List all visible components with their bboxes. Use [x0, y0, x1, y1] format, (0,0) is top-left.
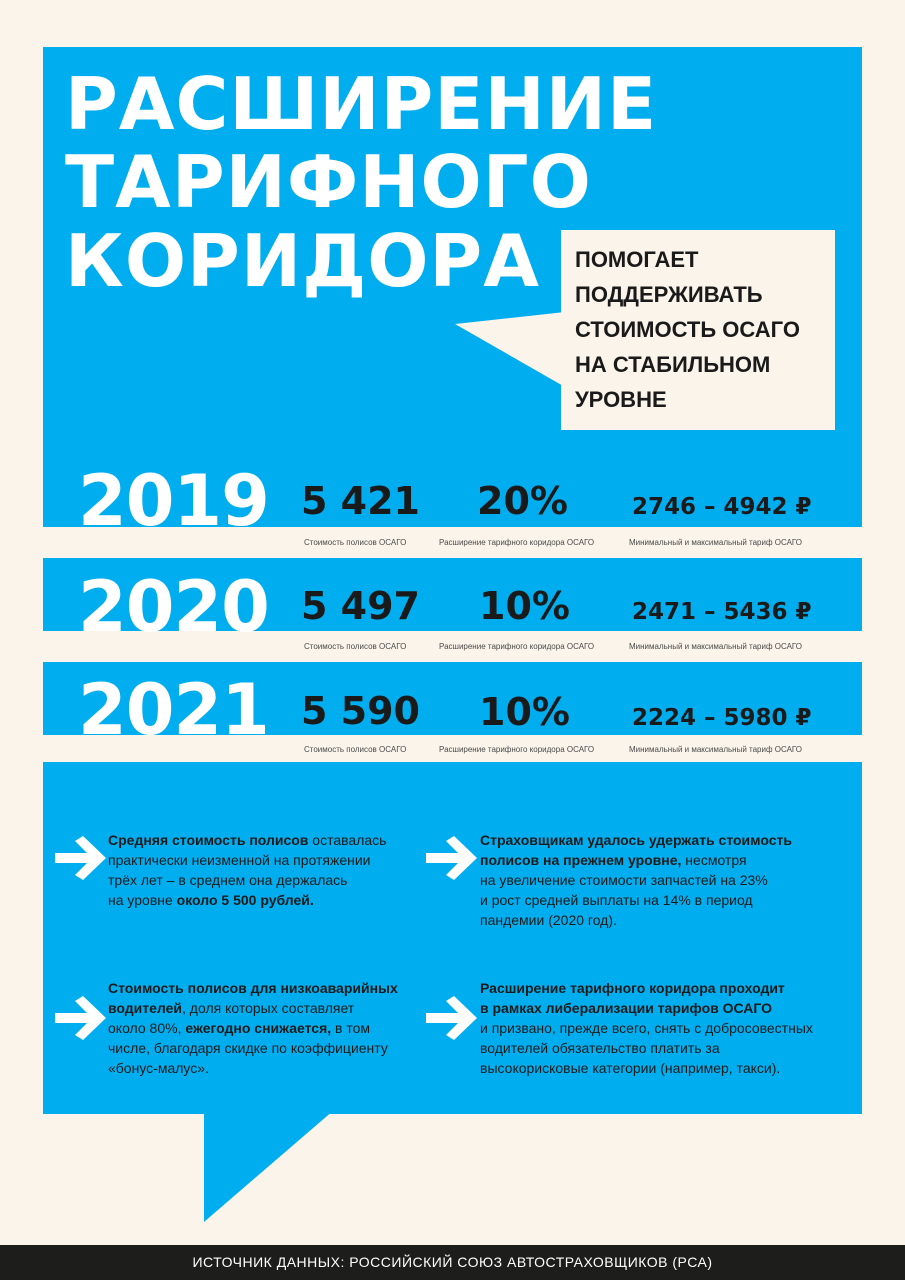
tariff-range-2019: 2746 – 4942 ₽ [632, 494, 812, 520]
callout-box [561, 230, 835, 430]
policy-cost-2019: 5 421 [301, 479, 420, 523]
corridor-percent-2019: 20% [477, 479, 568, 523]
caption-corridor: Расширение тарифного коридора ОСАГО [439, 538, 595, 547]
info-block-average-cost: Средняя стоимость полисов оставалась практически неизменной на протяжении трёх лет – в среднем она держалась на уровне около 5 500 рублей. [108, 832, 387, 908]
caption-corridor: Расширение тарифного коридора ОСАГО [439, 745, 595, 754]
caption-range: Минимальный и максимальный тариф ОСАГО [629, 642, 803, 651]
year-2020: 2020 [78, 566, 269, 648]
policy-cost-2020: 5 497 [301, 584, 420, 628]
callout-tail-shape [455, 312, 565, 387]
info-block-liberalization: Расширение тарифного коридора проходит в рамках либерализации тарифов ОСАГО и призвано, прежде всего, снять с добросовестных водителей обязательство платить за высокорисковые категории (например, такси). [480, 980, 813, 1076]
page-title-line-3: КОРИДОРА [65, 219, 540, 303]
tariff-range-2021: 2224 – 5980 ₽ [632, 705, 812, 731]
callout-line: НА СТАБИЛЬНОМ [575, 352, 771, 377]
info-block-low-risk-drivers: Стоимость полисов для низкоаварийных водителей, доля которых составляет около 80%, ежегодно снижается, в том числе, благодаря скидке по коэффициенту «бонус-малус». [108, 980, 398, 1076]
caption-range: Минимальный и максимальный тариф ОСАГО [629, 745, 803, 754]
arrow-right-icon [424, 836, 478, 880]
corridor-percent-2020: 10% [479, 584, 570, 628]
arrow-right-icon [53, 836, 107, 880]
caption-cost: Стоимость полисов ОСАГО [304, 538, 407, 547]
corridor-percent-2021: 10% [479, 690, 570, 734]
caption-cost: Стоимость полисов ОСАГО [304, 745, 407, 754]
tariff-range-2020: 2471 – 5436 ₽ [632, 599, 812, 625]
callout-line: СТОИМОСТЬ ОСАГО [575, 317, 800, 342]
page-title-line-1: РАСШИРЕНИЕ [65, 62, 658, 146]
info-block-insurers: Страховщикам удалось удержать стоимость полисов на прежнем уровне, несмотря на увеличение стоимости запчастей на 23% и рост средней выплаты на 14% в период пандемии (2020 год). [480, 832, 792, 928]
callout-line: УРОВНЕ [575, 387, 667, 412]
year-2021: 2021 [78, 669, 269, 751]
arrow-right-icon [424, 996, 478, 1040]
arrow-right-icon [53, 996, 107, 1040]
source-footer: ИСТОЧНИК ДАННЫХ: РОССИЙСКИЙ СОЮЗ АВТОСТРАХОВЩИКОВ (РСА) [0, 1245, 905, 1280]
callout-line: ПОМОГАЕТ [575, 247, 699, 272]
page-title-line-2: ТАРИФНОГО [65, 140, 592, 224]
policy-cost-2021: 5 590 [301, 689, 420, 733]
callout-line: ПОДДЕРЖИВАТЬ [575, 282, 763, 307]
caption-range: Минимальный и максимальный тариф ОСАГО [629, 538, 803, 547]
caption-corridor: Расширение тарифного коридора ОСАГО [439, 642, 595, 651]
year-2019: 2019 [78, 460, 269, 542]
speech-tail-shape [204, 1110, 334, 1222]
caption-cost: Стоимость полисов ОСАГО [304, 642, 407, 651]
